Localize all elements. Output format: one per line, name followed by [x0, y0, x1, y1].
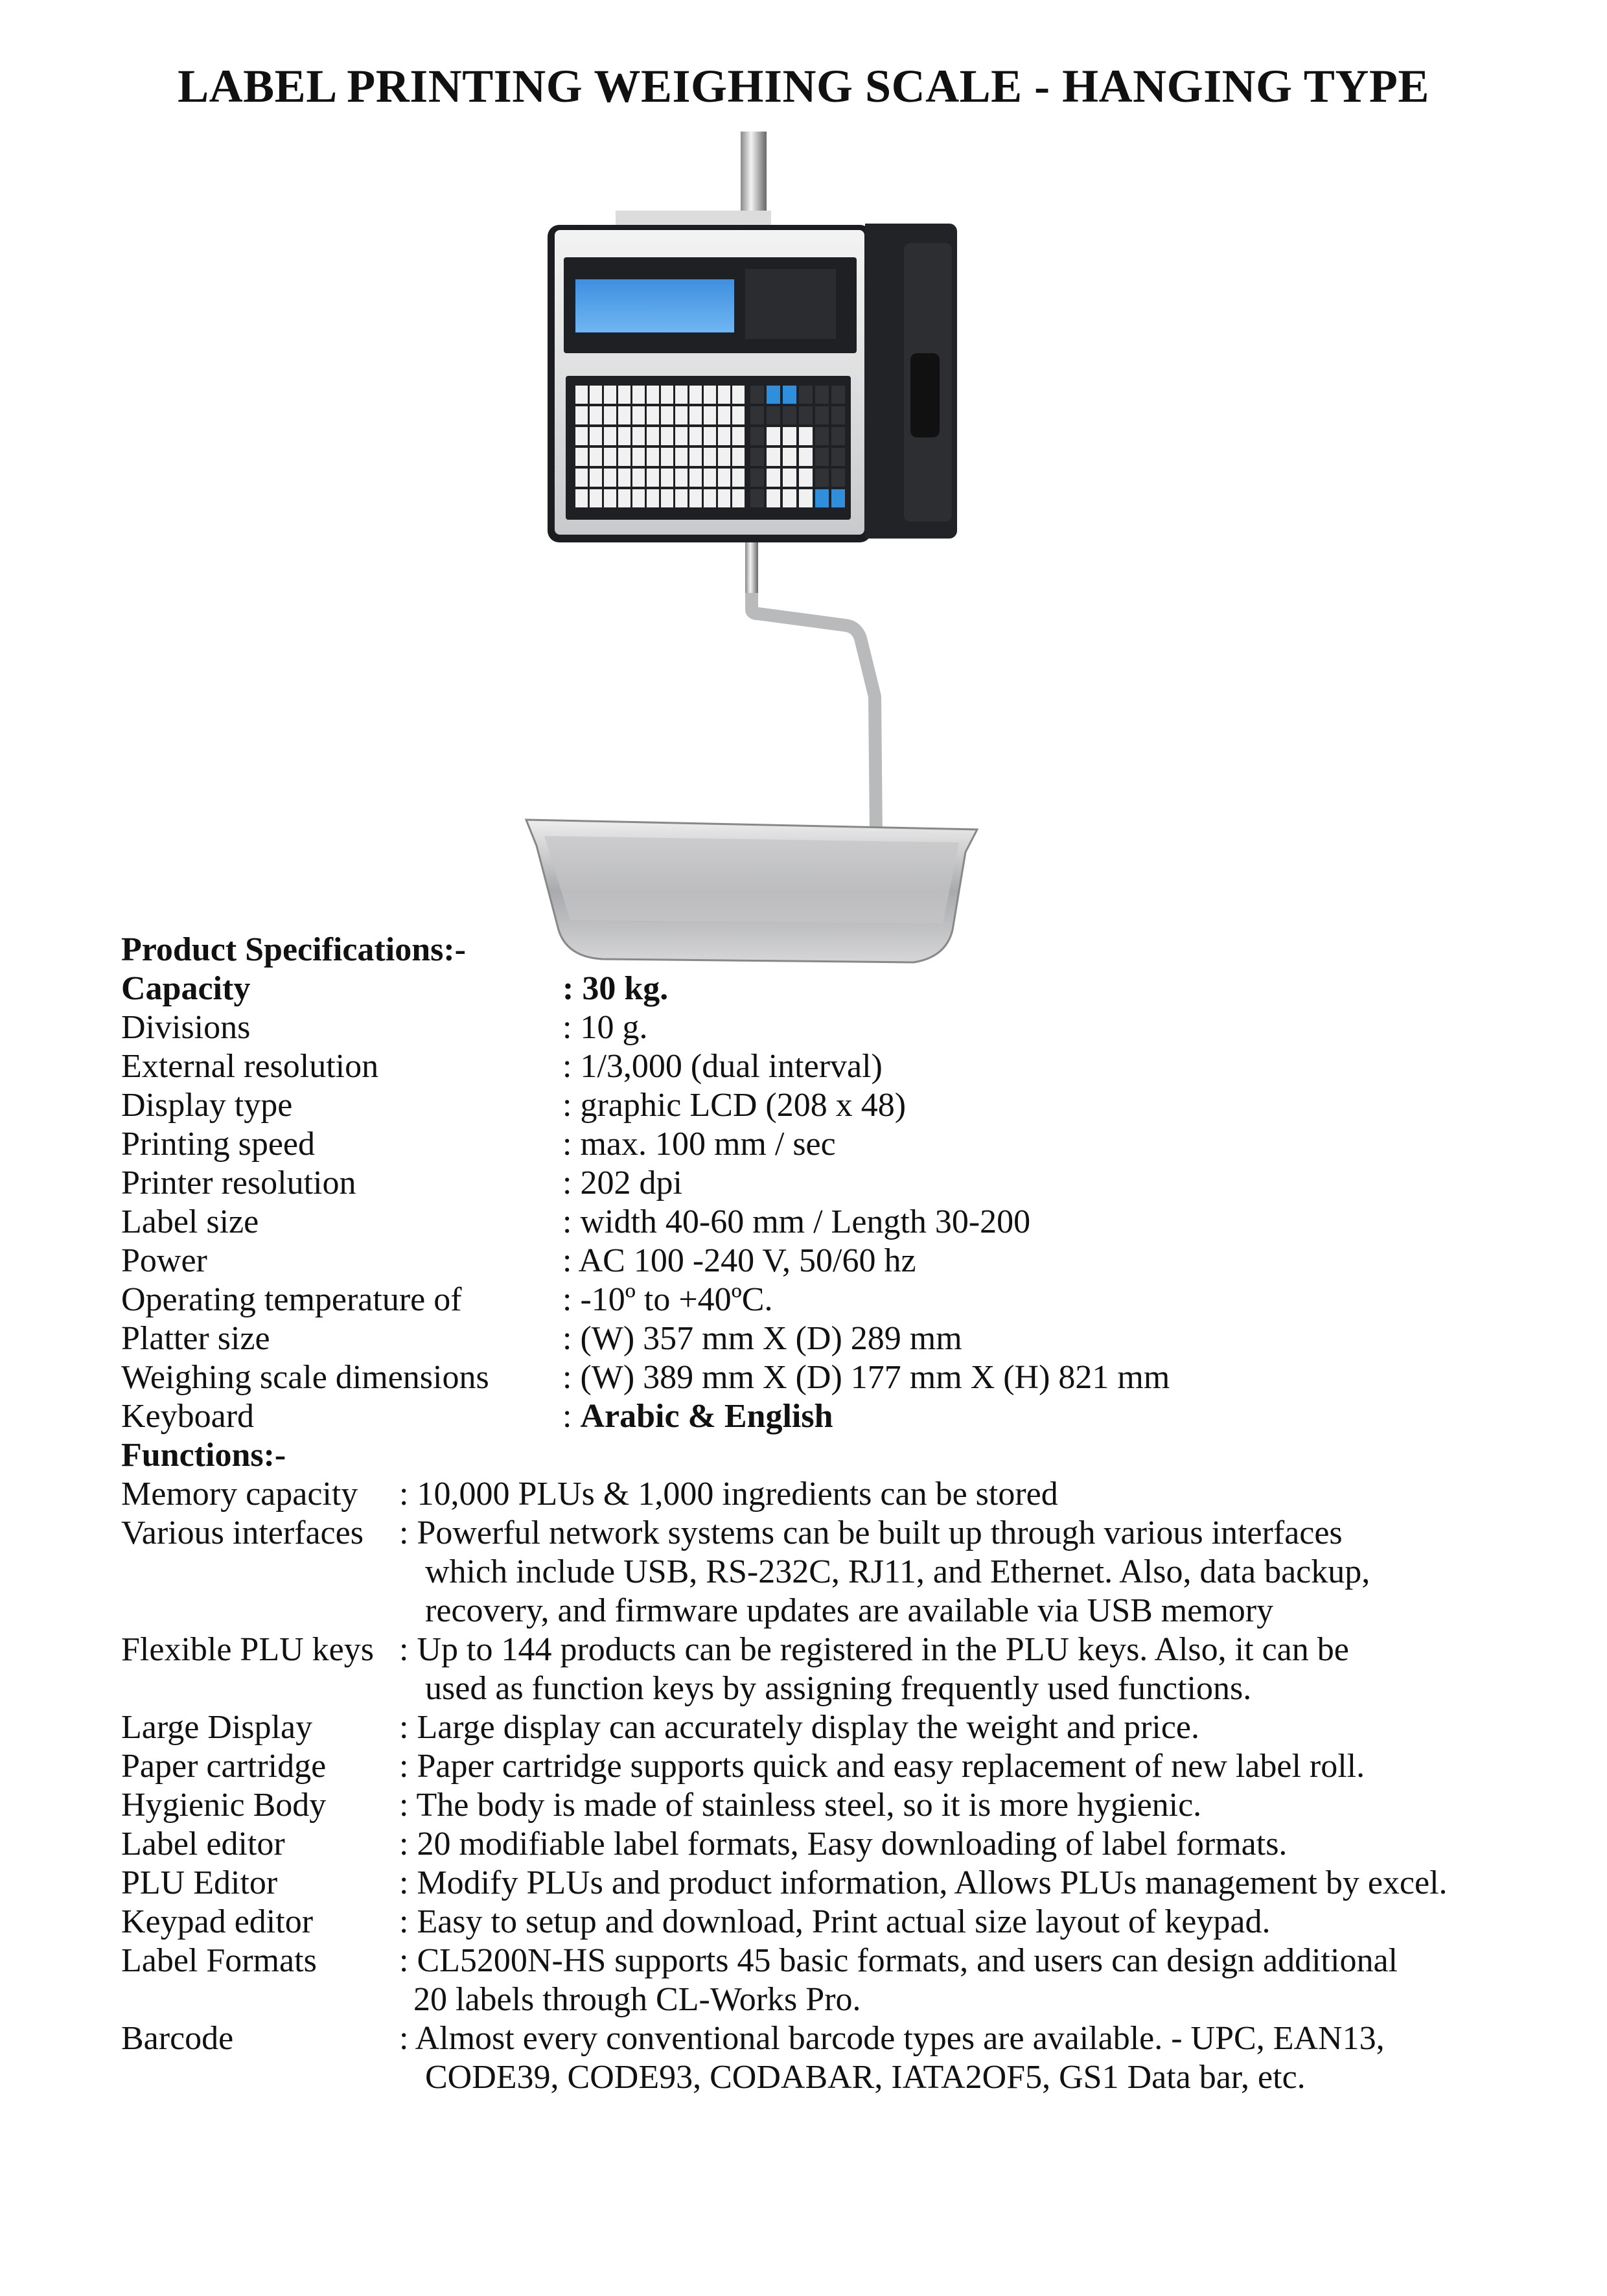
keypad-key — [732, 427, 745, 445]
spec-value: : graphic LCD (208 x 48) — [562, 1087, 907, 1124]
keypad-key — [704, 406, 716, 424]
spec-label: Divisions — [121, 1009, 251, 1046]
keypad-key — [590, 448, 602, 466]
function-description-line: : Paper cartridge supports quick and easy replacement of new label roll. — [399, 1748, 1365, 1785]
spec-value-text: Arabic & English — [580, 1398, 833, 1435]
keypad-key — [831, 489, 845, 507]
function-description-line: : 10,000 PLUs & 1,000 ingredients can be stored — [399, 1476, 1058, 1513]
function-label: Memory capacity — [121, 1476, 358, 1513]
function-label: Label Formats — [121, 1942, 317, 1979]
keypad-key — [799, 489, 813, 507]
keypad-key — [661, 406, 673, 424]
keypad-key — [799, 406, 813, 424]
keypad-key — [618, 469, 630, 487]
spec-value: : 30 kg. — [562, 970, 669, 1007]
spec-value: : (W) 389 mm X (D) 177 mm X (H) 821 mm — [562, 1359, 1170, 1396]
keypad-key — [590, 386, 602, 404]
function-label: Hygienic Body — [121, 1787, 327, 1824]
spec-row — [121, 1047, 1586, 1086]
keypad-key — [718, 489, 730, 507]
function-description-line: CODE39, CODE93, CODABAR, IATA2OF5, GS1 Data bar, etc. — [425, 2059, 1306, 2096]
keypad-key — [575, 386, 588, 404]
keypad-key — [604, 489, 616, 507]
keypad-key — [575, 406, 588, 424]
keypad-key — [783, 469, 796, 487]
spec-row — [121, 1242, 1586, 1281]
keypad-key — [661, 489, 673, 507]
keypad-key — [575, 469, 588, 487]
keypad-key — [661, 448, 673, 466]
keypad-key — [604, 448, 616, 466]
keypad-key — [689, 386, 702, 404]
function-description-line: 20 labels through CL-Works Pro. — [413, 1981, 861, 2018]
function-label: Flexible PLU keys — [121, 1631, 374, 1668]
keypad-key — [704, 448, 716, 466]
function-description-line: which include USB, RS-232C, RJ11, and Ethernet. Also, data backup, — [425, 1553, 1370, 1590]
hanging-pole — [741, 132, 767, 222]
keypad-key — [647, 406, 659, 424]
platter-arm — [752, 593, 876, 836]
keypad-key — [689, 448, 702, 466]
keypad-key — [590, 489, 602, 507]
keypad-key — [767, 489, 780, 507]
keypad-key — [767, 406, 780, 424]
keypad-key — [661, 386, 673, 404]
lcd-display — [575, 279, 734, 332]
keypad-key — [831, 469, 845, 487]
keypad-key — [732, 406, 745, 424]
spec-value: : 1/3,000 (dual interval) — [562, 1048, 883, 1085]
keypad-key — [750, 427, 764, 445]
keypad-key — [767, 448, 780, 466]
keypad-key — [618, 489, 630, 507]
spec-value: : (W) 357 mm X (D) 289 mm — [562, 1320, 962, 1357]
keypad-key — [815, 427, 829, 445]
function-label: Various interfaces — [121, 1514, 364, 1551]
function-description-line: : Up to 144 products can be registered in the PLU keys. Also, it can be — [399, 1631, 1349, 1668]
keypad-key — [831, 448, 845, 466]
spec-value: : 10 g. — [562, 1009, 648, 1046]
functions-heading: Functions:- — [121, 1437, 286, 1474]
function-description-line: : Modify PLUs and product information, Allows PLUs management by excel. — [399, 1864, 1448, 1901]
spec-row — [121, 1397, 1586, 1436]
keypad-key — [647, 448, 659, 466]
spec-label: Printer resolution — [121, 1165, 356, 1201]
function-description-line: : 20 modifiable label formats, Easy downloading of label formats. — [399, 1826, 1288, 1862]
keypad-key — [718, 469, 730, 487]
function-row — [121, 1942, 1586, 2019]
function-label: Paper cartridge — [121, 1748, 327, 1785]
function-description-line: : The body is made of stainless steel, so it is more hygienic. — [399, 1787, 1202, 1824]
keypad-key — [704, 469, 716, 487]
spec-value: : 202 dpi — [562, 1165, 682, 1201]
spec-row — [121, 1203, 1586, 1242]
keypad-key — [704, 386, 716, 404]
keypad-key — [575, 448, 588, 466]
spec-row — [121, 1164, 1586, 1203]
spec-value — [562, 1397, 833, 1436]
keypad-key — [575, 489, 588, 507]
spec-row — [121, 969, 1586, 1008]
function-row — [121, 2019, 1586, 2097]
keypad-key — [815, 469, 829, 487]
function-description-line: : Large display can accurately display the weight and price. — [399, 1709, 1199, 1746]
keypad-key — [750, 469, 764, 487]
keypad-key — [632, 386, 645, 404]
keypad-key — [815, 489, 829, 507]
keypad-key — [732, 469, 745, 487]
keypad-key — [647, 386, 659, 404]
spec-value: : -10º to +40ºC. — [562, 1281, 773, 1318]
function-label: Keypad editor — [121, 1903, 314, 1940]
spec-label: Capacity — [121, 970, 251, 1007]
keypad-key — [675, 406, 688, 424]
keypad-key — [647, 427, 659, 445]
spec-row — [121, 1125, 1586, 1164]
keypad-key — [732, 448, 745, 466]
keypad-key — [750, 406, 764, 424]
keypad-key — [632, 406, 645, 424]
lower-stem — [745, 542, 758, 594]
keypad-key — [750, 489, 764, 507]
keypad-key — [815, 448, 829, 466]
keypad-key — [618, 448, 630, 466]
hanging-scale-photo — [518, 126, 985, 975]
spec-label: Platter size — [121, 1320, 270, 1357]
keypad-key — [632, 489, 645, 507]
specifications-heading: Product Specifications:- — [121, 931, 466, 968]
keypad-key — [590, 406, 602, 424]
spec-label: External resolution — [121, 1048, 379, 1085]
keypad-key — [590, 427, 602, 445]
keypad-key — [689, 469, 702, 487]
function-row — [121, 1903, 1586, 1942]
function-label: Large Display — [121, 1709, 313, 1746]
function-row — [121, 1708, 1586, 1747]
keypad-key — [689, 406, 702, 424]
spec-row — [121, 1281, 1586, 1319]
keypad-key — [604, 427, 616, 445]
keypad-key — [604, 406, 616, 424]
function-row — [121, 1864, 1586, 1903]
page-title: LABEL PRINTING WEIGHING SCALE - HANGING TYPE — [178, 60, 1429, 112]
keypad-key — [689, 489, 702, 507]
keypad-key — [732, 386, 745, 404]
function-row — [121, 1786, 1586, 1825]
keypad-key — [618, 427, 630, 445]
keypad-key — [675, 489, 688, 507]
function-description-line: used as function keys by assigning frequently used functions. — [425, 1670, 1252, 1707]
specifications-section — [121, 931, 1586, 2097]
keypad-key — [718, 406, 730, 424]
keypad-key — [604, 386, 616, 404]
keypad-key — [783, 448, 796, 466]
keypad-key — [689, 427, 702, 445]
keypad-key — [575, 427, 588, 445]
keypad-key — [675, 448, 688, 466]
function-label: Barcode — [121, 2020, 234, 2057]
function-row — [121, 1825, 1586, 1864]
keypad-key — [815, 386, 829, 404]
spec-label: Weighing scale dimensions — [121, 1359, 489, 1396]
spec-row — [121, 1358, 1586, 1397]
keypad-key — [799, 448, 813, 466]
keypad-key — [799, 427, 813, 445]
keypad-key — [750, 448, 764, 466]
keypad-key — [704, 489, 716, 507]
keypad-key — [647, 489, 659, 507]
function-description-line: : Almost every conventional barcode types are available. - UPC, EAN13, — [399, 2020, 1385, 2057]
keypad-key — [718, 427, 730, 445]
function-description-line: recovery, and firmware updates are available via USB memory — [425, 1592, 1274, 1629]
keypad-key — [632, 469, 645, 487]
keypad-key — [661, 427, 673, 445]
keypad-key — [831, 427, 845, 445]
keypad-key — [618, 406, 630, 424]
spec-row — [121, 1086, 1586, 1125]
spec-row — [121, 1008, 1586, 1047]
function-description-line: : Easy to setup and download, Print actual size layout of keypad. — [399, 1903, 1271, 1940]
spec-label: Keyboard — [121, 1398, 255, 1435]
spec-label: Label size — [121, 1203, 259, 1240]
spec-value: : AC 100 -240 V, 50/60 hz — [562, 1242, 916, 1279]
keypad-key — [783, 489, 796, 507]
function-label: Label editor — [121, 1826, 285, 1862]
keypad-key — [831, 406, 845, 424]
keypad-key — [750, 386, 764, 404]
keypad-key — [718, 448, 730, 466]
function-description-line: : CL5200N-HS supports 45 basic formats, and users can design additional — [399, 1942, 1398, 1979]
spec-row — [121, 1319, 1586, 1358]
spec-label: Power — [121, 1242, 207, 1279]
keypad-key — [618, 386, 630, 404]
keypad-key — [632, 448, 645, 466]
keypad-key — [815, 406, 829, 424]
keypad-key — [661, 469, 673, 487]
function-row — [121, 1475, 1586, 1514]
spec-value: : width 40-60 mm / Length 30-200 — [562, 1203, 1031, 1240]
keypad-key — [675, 427, 688, 445]
keypad-key — [767, 427, 780, 445]
keypad-key — [732, 489, 745, 507]
keypad-key — [604, 469, 616, 487]
keypad-key — [783, 406, 796, 424]
keypad-key — [831, 386, 845, 404]
function-row — [121, 1747, 1586, 1786]
keypad-key — [799, 469, 813, 487]
spec-label: Printing speed — [121, 1126, 315, 1163]
keypad-key — [718, 386, 730, 404]
function-row — [121, 1514, 1586, 1630]
keypad-key — [704, 427, 716, 445]
keypad-key — [590, 469, 602, 487]
function-row — [121, 1630, 1586, 1708]
keypad-key — [675, 386, 688, 404]
keypad-key — [783, 427, 796, 445]
keypad-key — [647, 469, 659, 487]
keypad-key — [632, 427, 645, 445]
keypad-key — [767, 386, 780, 404]
keypad-key — [675, 469, 688, 487]
keypad-key — [783, 386, 796, 404]
function-description-line: : Powerful network systems can be built up through various interfaces — [399, 1514, 1343, 1551]
keypad-key — [767, 469, 780, 487]
spec-label: Operating temperature of — [121, 1281, 462, 1318]
spec-label: Display type — [121, 1087, 293, 1124]
function-label: PLU Editor — [121, 1864, 278, 1901]
keypad-key — [799, 386, 813, 404]
spec-value: : max. 100 mm / sec — [562, 1126, 836, 1163]
spec-value-prefix: : — [562, 1398, 581, 1435]
